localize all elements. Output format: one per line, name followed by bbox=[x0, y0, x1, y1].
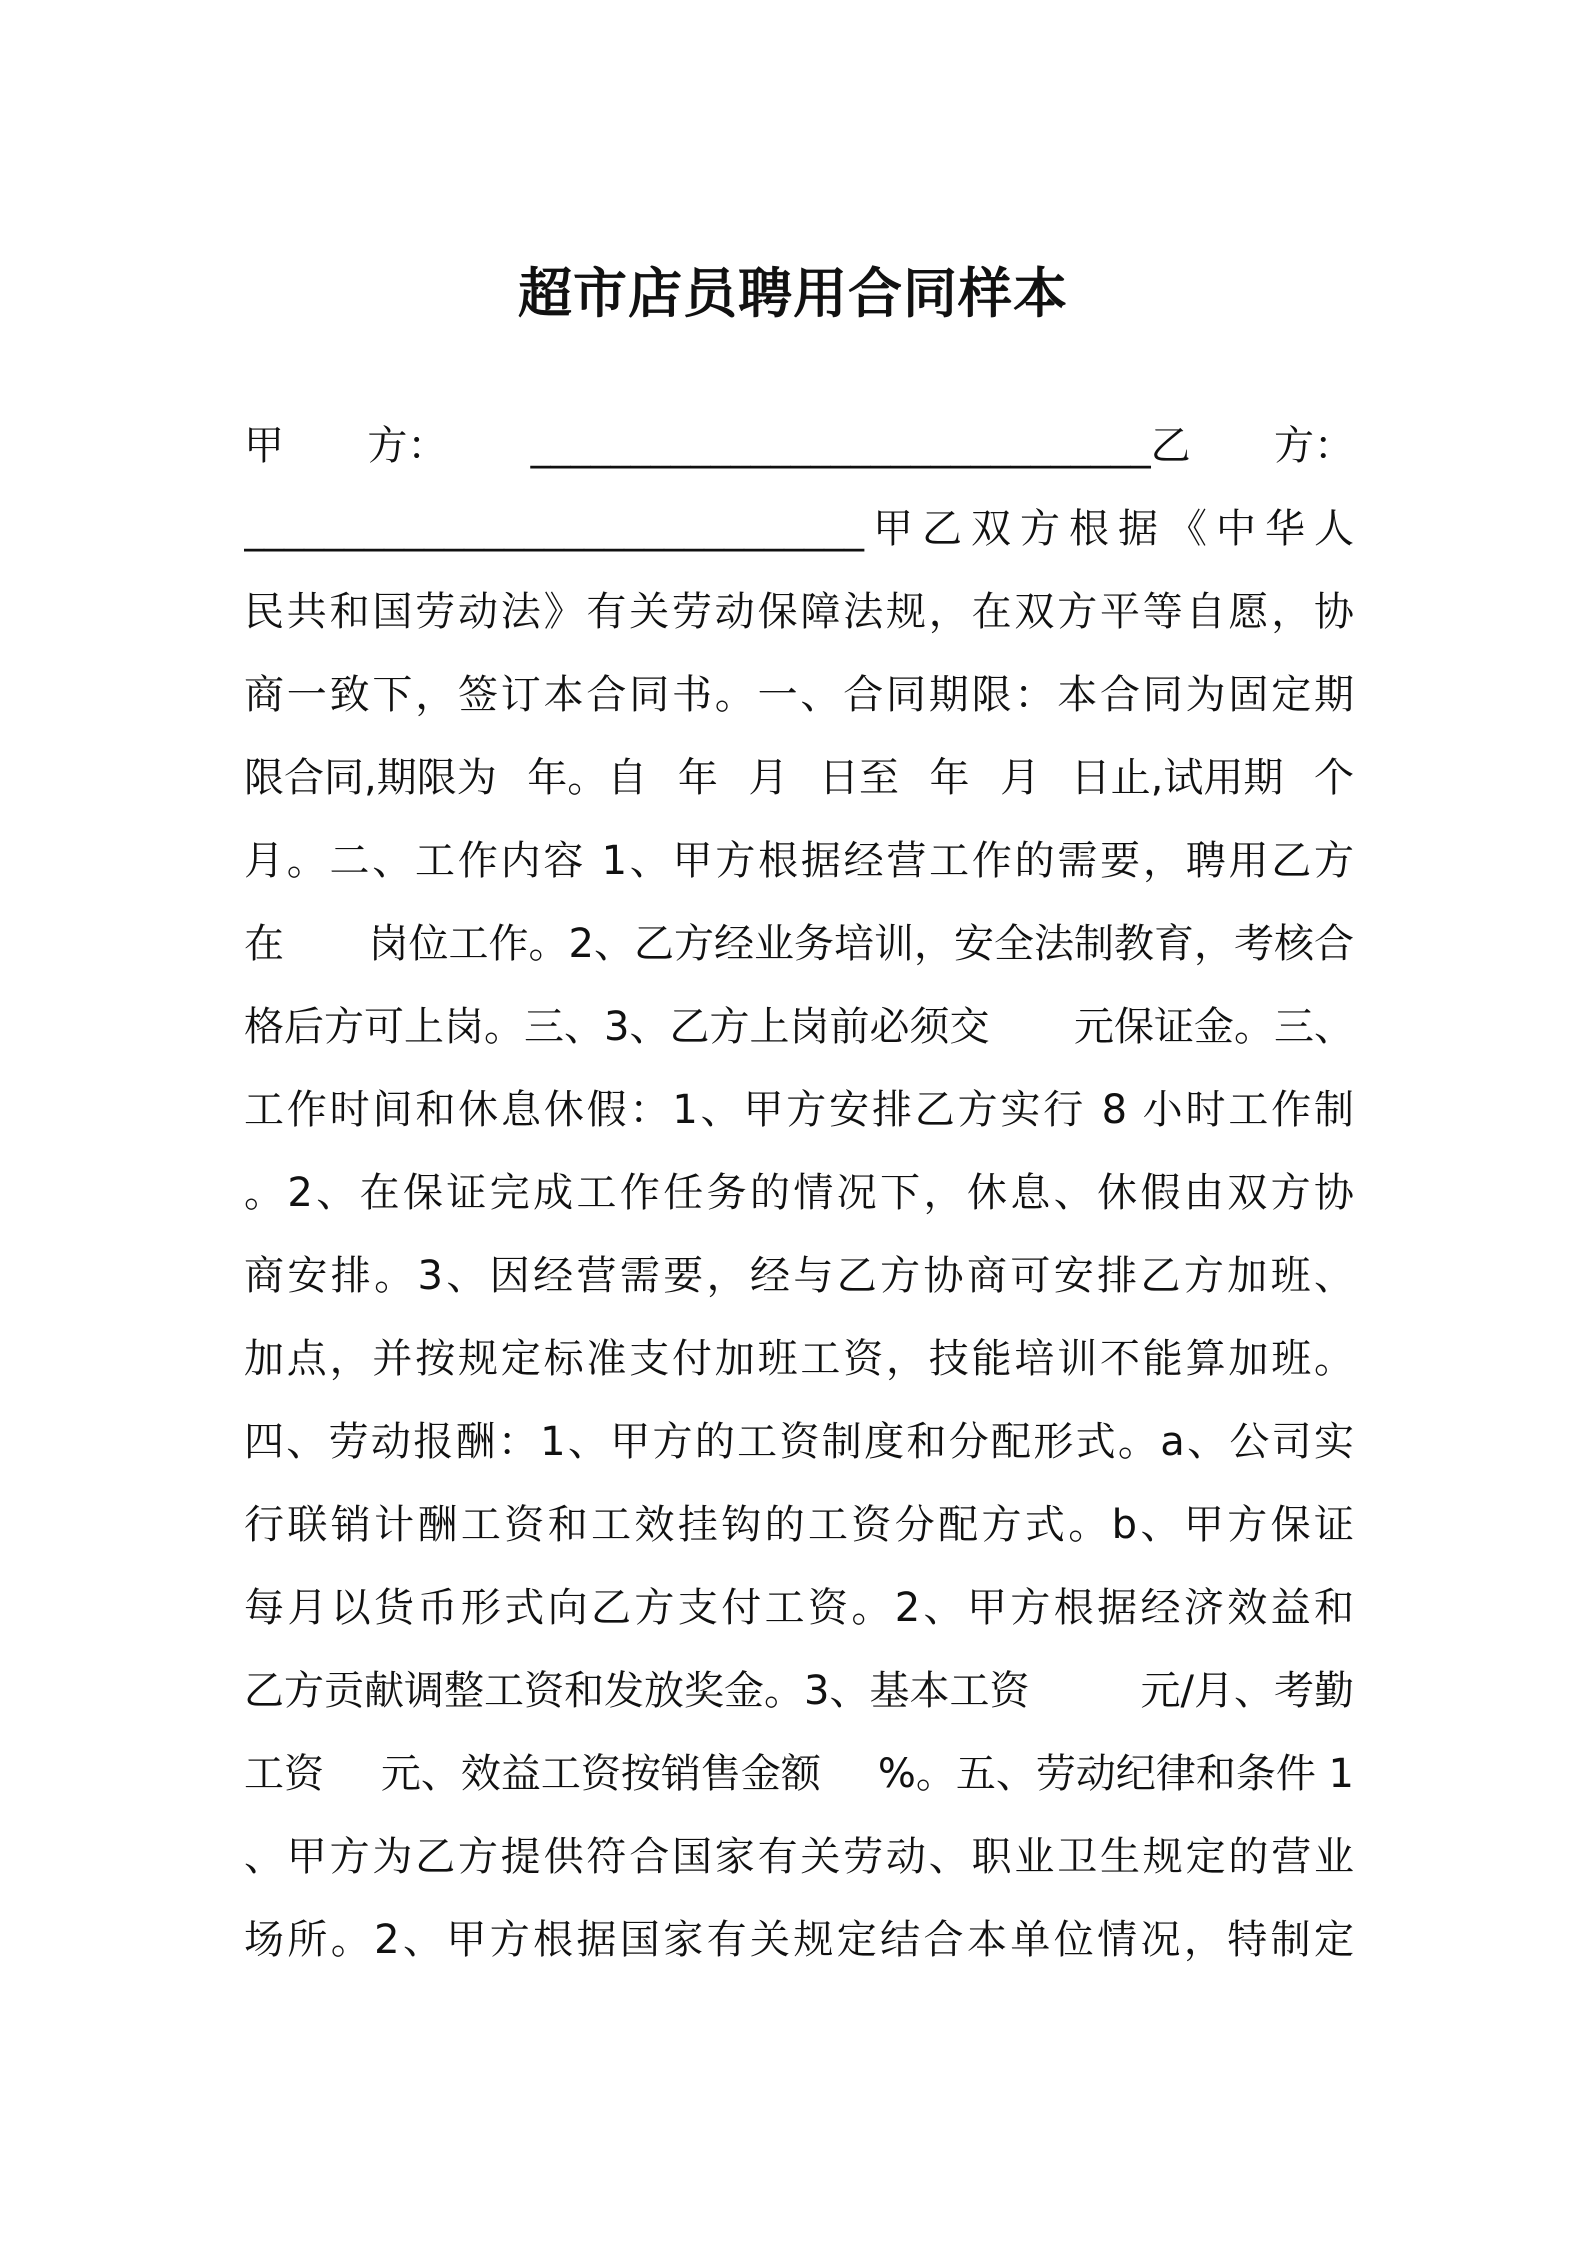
text-segment: 加点，并按规定标准支付加班工资，技能培训不能算加班。 bbox=[244, 1336, 1354, 1382]
text-segment: 月。二、工作内容 1、甲方根据经营工作的需要，聘用乙方 bbox=[244, 838, 1354, 884]
text-segment: 在 bbox=[244, 921, 284, 967]
text-segment: 月 bbox=[748, 755, 789, 801]
text-segment: 方： bbox=[1273, 423, 1354, 469]
text-line bbox=[244, 488, 1354, 571]
text-segment: 年。自 bbox=[527, 755, 648, 801]
text-segment: 格后方可上岗。三、3、乙方上岗前必须交 bbox=[244, 1004, 990, 1050]
text-segment: 元/月、考勤 bbox=[1140, 1668, 1354, 1714]
text-line bbox=[244, 986, 1354, 1069]
text-segment: 场所。2、甲方根据国家有关规定结合本单位情况，特制定 bbox=[244, 1917, 1354, 1963]
text-line bbox=[244, 1899, 1354, 1982]
text-segment: %。五、劳动纪律和条件 1 bbox=[877, 1751, 1354, 1797]
text-segment: _______________________________乙 bbox=[530, 423, 1191, 469]
text-segment: 商一致下，签订本合同书。一、合同期限：本合同为固定期 bbox=[244, 672, 1354, 718]
text-segment: 年 bbox=[677, 755, 718, 801]
text-line bbox=[244, 1152, 1354, 1235]
text-segment: 月 bbox=[1000, 755, 1041, 801]
text-segment: 岗位工作。2、乙方经业务培训，安全法制教育，考核合 bbox=[368, 921, 1354, 967]
text-line bbox=[244, 1816, 1354, 1899]
text-line bbox=[244, 1650, 1354, 1733]
text-segment: 乙方贡献调整工资和发放奖金。3、基本工资 bbox=[244, 1668, 1030, 1714]
text-segment: 商安排。3、因经营需要，经与乙方协商可安排乙方加班、 bbox=[244, 1253, 1354, 1299]
text-segment: 元保证金。三、 bbox=[1074, 1004, 1354, 1050]
text-segment: 年 bbox=[929, 755, 970, 801]
text-segment: _______________________________甲乙双方根据《中华人 bbox=[244, 506, 1354, 552]
text-segment: 工资 bbox=[244, 1751, 324, 1797]
text-segment: 四、劳动报酬：1、甲方的工资制度和分配形式。a、公司实 bbox=[244, 1419, 1354, 1465]
text-segment: 每月以货币形式向乙方支付工资。2、甲方根据经济效益和 bbox=[244, 1585, 1354, 1631]
text-segment: 个 bbox=[1313, 755, 1354, 801]
document-title: 超市店员聘用合同样本 bbox=[518, 262, 1068, 325]
text-line bbox=[244, 571, 1354, 654]
text-segment: 甲 bbox=[244, 423, 284, 469]
text-line bbox=[244, 1567, 1354, 1650]
text-line bbox=[244, 903, 1354, 986]
text-segment: 、甲方为乙方提供符合国家有关劳动、职业卫生规定的营业 bbox=[244, 1834, 1354, 1880]
text-line bbox=[244, 1401, 1354, 1484]
text-line bbox=[244, 1318, 1354, 1401]
text-segment: 日至 bbox=[818, 755, 899, 801]
text-line bbox=[244, 405, 1354, 488]
text-line bbox=[244, 654, 1354, 737]
text-segment: 工作时间和休息休假：1、甲方安排乙方实行 8 小时工作制 bbox=[244, 1087, 1354, 1133]
text-line bbox=[244, 820, 1354, 903]
text-line bbox=[244, 1069, 1354, 1152]
text-line bbox=[244, 737, 1354, 820]
text-segment: 民共和国劳动法》有关劳动保障法规，在双方平等自愿，协 bbox=[244, 589, 1354, 635]
text-line bbox=[244, 1235, 1354, 1318]
text-segment: 。2、在保证完成工作任务的情况下，休息、休假由双方协 bbox=[244, 1170, 1354, 1216]
text-segment: 限合同,期限为 bbox=[244, 755, 497, 801]
text-segment: 元、效益工资按销售金额 bbox=[380, 1751, 821, 1797]
text-line bbox=[244, 1484, 1354, 1567]
text-segment: 行联销计酬工资和工效挂钩的工资分配方式。b、甲方保证 bbox=[244, 1502, 1354, 1548]
text-segment: 方： bbox=[367, 423, 448, 469]
text-segment: 日止,试用期 bbox=[1070, 755, 1284, 801]
text-line bbox=[244, 1733, 1354, 1816]
contract-body bbox=[244, 405, 1354, 1982]
